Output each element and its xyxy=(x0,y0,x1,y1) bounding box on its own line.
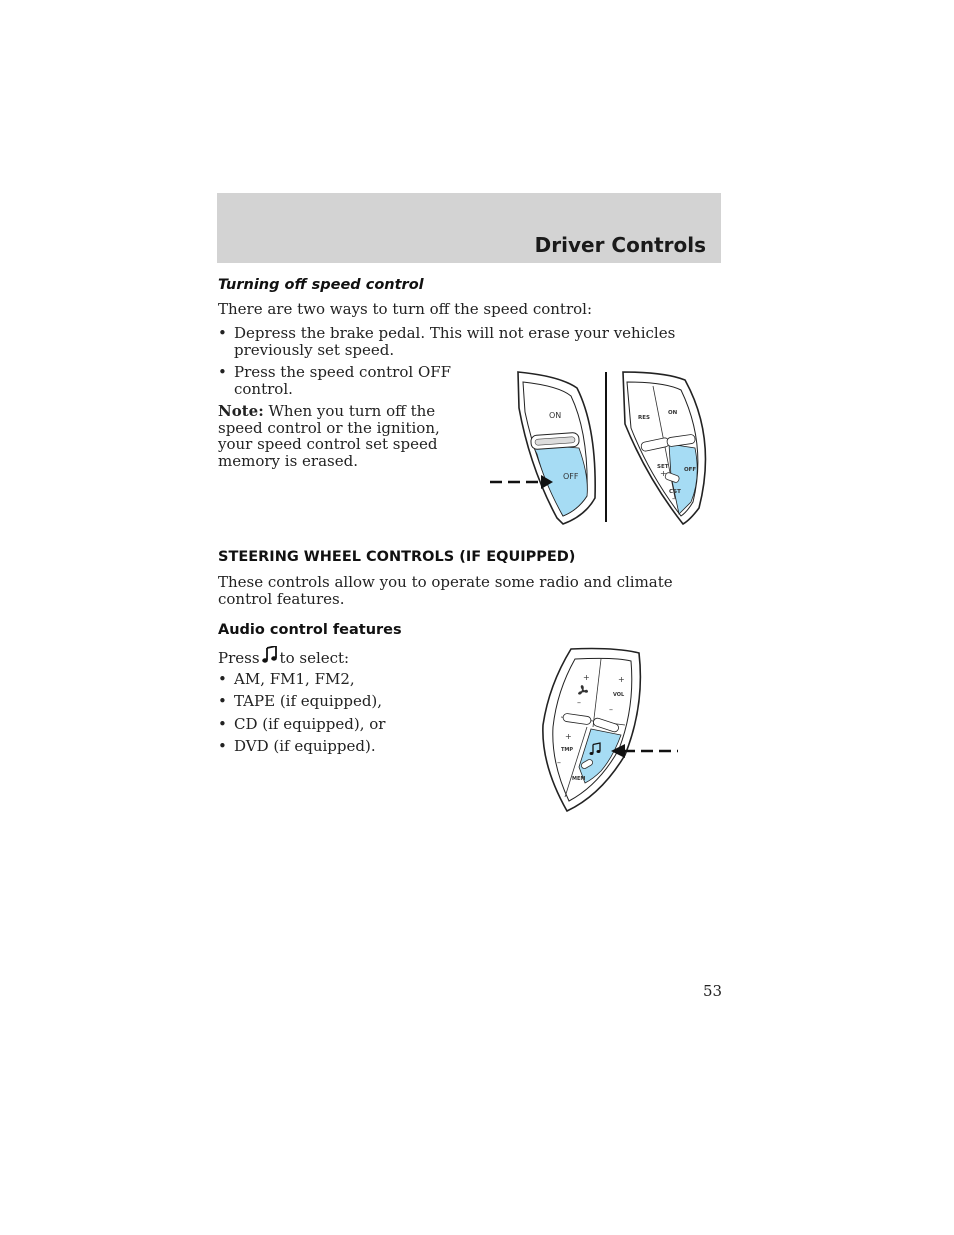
heading-turning-off-speed-control: Turning off speed control xyxy=(218,277,424,293)
list-item: • CD (if equipped), or xyxy=(218,715,386,733)
res-label: RES xyxy=(638,415,650,421)
set-plus: + xyxy=(660,469,667,478)
cst-minus: – xyxy=(672,494,676,503)
vol-label: VOL xyxy=(613,692,625,698)
section-title: Driver Controls xyxy=(534,233,706,257)
on-label-right: ON xyxy=(668,410,678,416)
speed-control-figure xyxy=(485,368,725,528)
off-label-right: OFF xyxy=(684,467,697,473)
vol-plus: + xyxy=(618,675,625,684)
set-label: SET xyxy=(657,464,669,470)
note-label: Note: xyxy=(218,402,264,420)
heading-audio-control-features: Audio control features xyxy=(218,622,402,638)
tmp-minus: – xyxy=(557,758,561,767)
list-item: • AM, FM1, FM2, xyxy=(218,670,355,688)
heading-steering-wheel-controls: STEERING WHEEL CONTROLS (IF EQUIPPED) xyxy=(218,549,576,565)
fan-plus: + xyxy=(583,673,590,682)
list-item: • DVD (if equipped). xyxy=(218,737,376,755)
audio-control-figure xyxy=(535,645,685,815)
list-item: • Press the speed control OFF control. xyxy=(218,363,452,398)
note-paragraph xyxy=(218,403,473,469)
off-label: OFF xyxy=(563,472,579,481)
speed-off-intro: There are two ways to turn off the speed control: xyxy=(218,300,593,318)
note-text: When you turn off the speed control or the ignition, your speed control set speed memory is erased. xyxy=(218,402,440,470)
on-label: ON xyxy=(549,411,562,420)
vol-minus: – xyxy=(609,705,613,714)
section-header-band xyxy=(217,193,721,263)
fan-minus: – xyxy=(577,698,581,707)
page-number: 53 xyxy=(703,982,723,1000)
list-item: • TAPE (if equipped), xyxy=(218,692,383,710)
tmp-plus: + xyxy=(565,732,572,741)
music-note-icon xyxy=(262,646,278,664)
press-line: Press to select: xyxy=(218,646,349,667)
mem-label: MEM xyxy=(572,776,586,782)
steering-intro: These controls allow you to operate some radio and climate control features. xyxy=(218,573,673,608)
list-item: • Depress the brake pedal. This will not erase your vehicles previously set speed. xyxy=(218,324,676,359)
tmp-label: TMP xyxy=(561,747,574,753)
cst-label: CST xyxy=(669,489,681,495)
